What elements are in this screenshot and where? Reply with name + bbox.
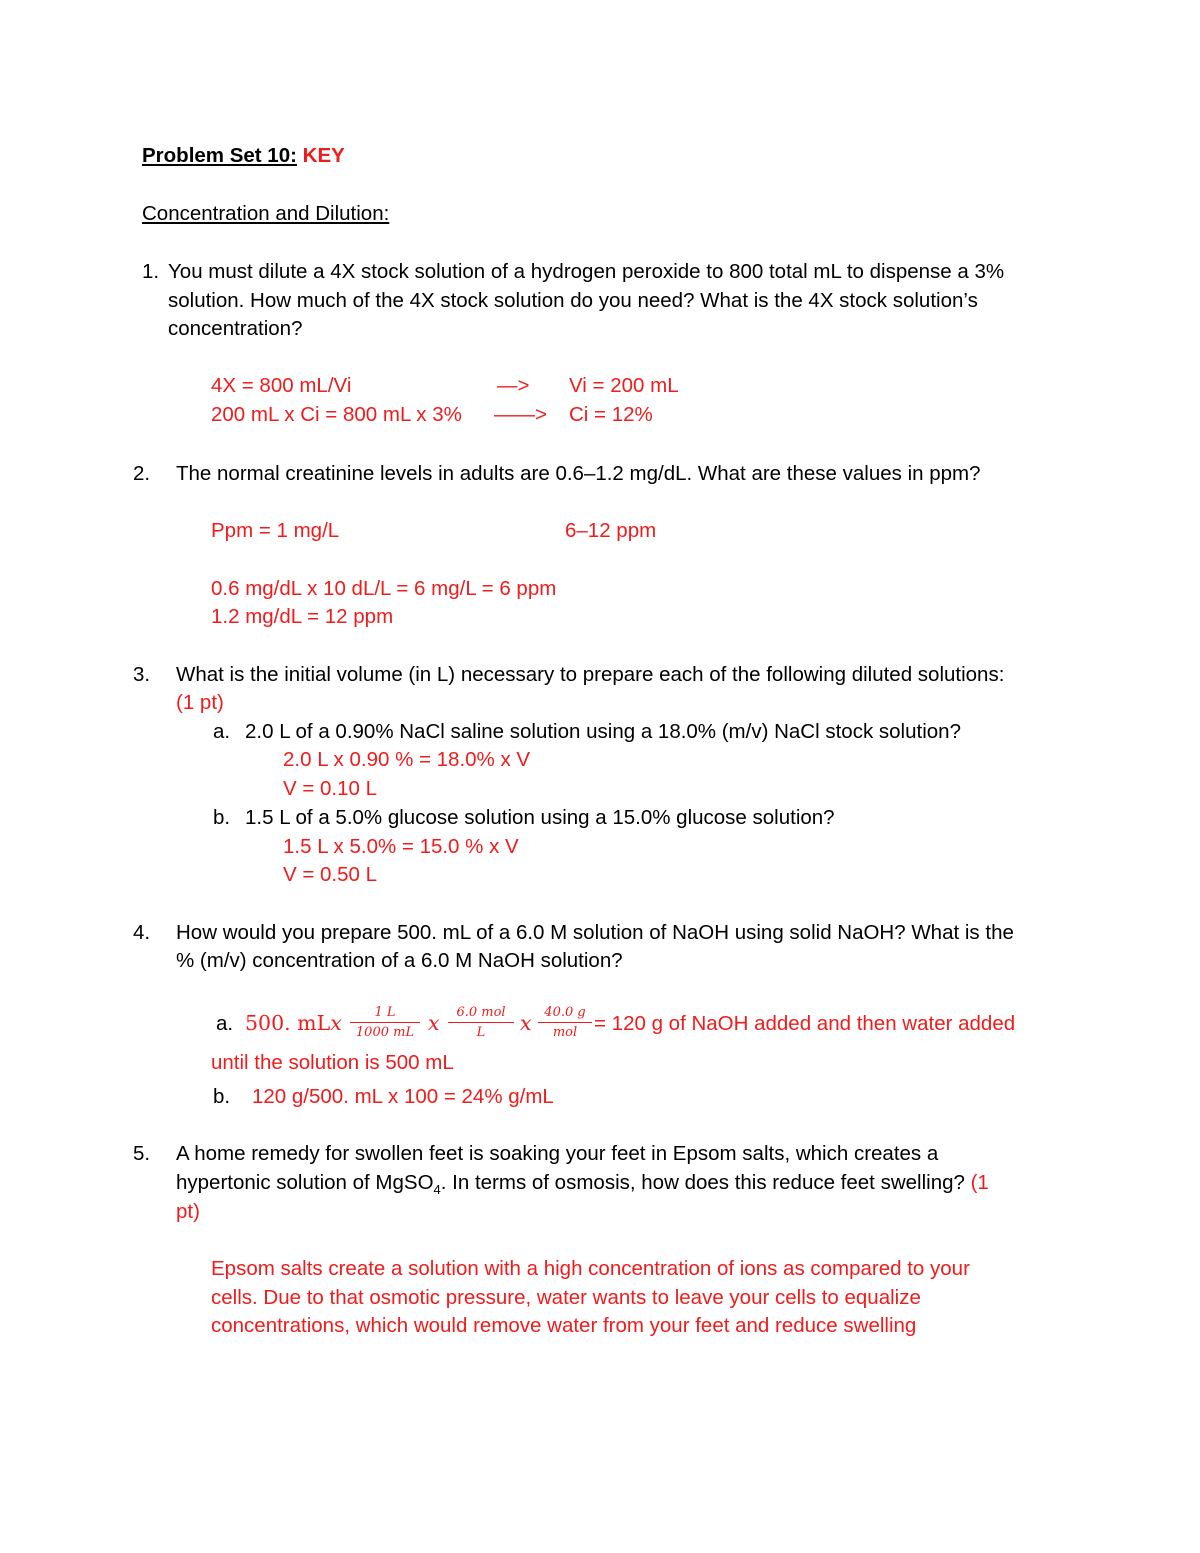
q4a-times-2: x	[428, 1011, 440, 1035]
q5-answer-line3: concentrations, which would remove water from your feet and reduce swelling	[211, 1314, 917, 1337]
q1-answer2-left: 200 mL x Ci = 800 mL x 3%	[211, 403, 462, 426]
page-title: Problem Set 10:	[142, 144, 297, 167]
q1-answer1-arrow: —>	[497, 374, 530, 397]
section-heading: Concentration and Dilution:	[142, 202, 390, 225]
q3a-answer2: V = 0.10 L	[283, 777, 378, 800]
q1-text-line3: concentration?	[168, 317, 303, 340]
q4b-answer: 120 g/500. mL x 100 = 24% g/mL	[252, 1085, 554, 1108]
q3b-answer2: V = 0.50 L	[283, 863, 378, 886]
q2-answer-line3: 1.2 mg/dL = 12 ppm	[211, 605, 394, 628]
q5-text-line2-start: hypertonic solution of MgSO	[176, 1171, 434, 1194]
q3b-answer1: 1.5 L x 5.0% = 15.0 % x V	[283, 835, 519, 858]
q4a-start-text: 500. mL	[245, 1011, 331, 1035]
page-title-line	[142, 142, 345, 170]
q4a-continuation: until the solution is 500 mL	[211, 1051, 454, 1074]
q3b-label: b.	[213, 806, 231, 829]
q4b-label: b.	[213, 1085, 231, 1108]
q3b-text: 1.5 L of a 5.0% glucose solution using a 15.0% glucose solution?	[245, 806, 835, 829]
q1-text-line1: You must dilute a 4X stock solution of a hydrogen peroxide to 800 total mL to dispense a 3%	[168, 260, 1005, 283]
q4a-times-1: x	[330, 1011, 342, 1035]
q4a-fraction-3	[538, 1005, 592, 1041]
q1-answer2-right: Ci = 12%	[569, 403, 653, 426]
q3a-text: 2.0 L of a 0.90% NaCl saline solution using a 18.0% (m/v) NaCl stock solution?	[245, 720, 961, 743]
q5-subscript: 4	[433, 1182, 441, 1198]
q5-points-start: (1	[970, 1171, 989, 1194]
q4a-fraction-1-denominator: 1000 mL	[355, 1025, 415, 1040]
q2-text: The normal creatinine levels in adults are 0.6–1.2 mg/dL. What are these values in ppm?	[176, 462, 981, 485]
q3a-label: a.	[213, 720, 231, 743]
q4a-fraction-1-numerator: 1 L	[350, 1005, 420, 1023]
q4a-fraction-2	[448, 1005, 514, 1041]
q4a-result: = 120 g of NaOH added and then water added	[594, 1012, 1016, 1035]
q1-answer1-left: 4X = 800 mL/Vi	[211, 374, 352, 397]
q5-points-end: pt)	[176, 1200, 200, 1223]
q2-answer-line2: 0.6 mg/dL x 10 dL/L = 6 mg/L = 6 ppm	[211, 577, 557, 600]
q3a-answer1: 2.0 L x 0.90 % = 18.0% x V	[283, 748, 531, 771]
q5-text-line2	[176, 1169, 989, 1204]
q2-answer-right: 6–12 ppm	[565, 519, 657, 542]
q5-text-line1: A home remedy for swollen feet is soaking your feet in Epsom salts, which creates a	[176, 1142, 939, 1165]
q3-points: (1 pt)	[176, 691, 224, 714]
q3-text-line1: What is the initial volume (in L) necessary to prepare each of the following diluted solutions:	[176, 663, 1005, 686]
q3-number: 3.	[133, 663, 151, 686]
q1-answer1-right: Vi = 200 mL	[569, 374, 679, 397]
q4a-fraction-3-numerator: 40.0 g	[538, 1005, 592, 1023]
q4a-fraction-2-numerator: 6.0 mol	[448, 1005, 514, 1023]
q5-text-line2-end: . In terms of osmosis, how does this reduce feet swelling?	[440, 1171, 965, 1194]
q4a-times-3: x	[520, 1011, 532, 1035]
q4-text-line1: How would you prepare 500. mL of a 6.0 M solution of NaOH using solid NaOH? What is the	[176, 921, 1014, 944]
q4a-fraction-2-denominator: L	[476, 1025, 486, 1040]
q4-number: 4.	[133, 921, 151, 944]
q5-number: 5.	[133, 1142, 151, 1165]
q4a-start-value	[245, 1009, 342, 1037]
q1-text-line2: solution. How much of the 4X stock solution do you need? What is the 4X stock solution’s	[168, 289, 978, 312]
q4-text-line2: % (m/v) concentration of a 6.0 M NaOH solution?	[176, 949, 623, 972]
q4a-fraction-3-denominator: mol	[552, 1025, 578, 1040]
q4a-fraction-1	[350, 1005, 420, 1041]
q1-number: 1.	[142, 260, 160, 283]
q5-answer-line2: cells. Due to that osmotic pressure, water wants to leave your cells to equalize	[211, 1286, 921, 1309]
q2-answer-left: Ppm = 1 mg/L	[211, 519, 340, 542]
key-label: KEY	[302, 144, 345, 167]
q2-number: 2.	[133, 462, 151, 485]
q4a-label: a.	[216, 1012, 234, 1035]
q5-answer-line1: Epsom salts create a solution with a high concentration of ions as compared to your	[211, 1257, 970, 1280]
q1-answer2-arrow: ——>	[494, 403, 547, 426]
